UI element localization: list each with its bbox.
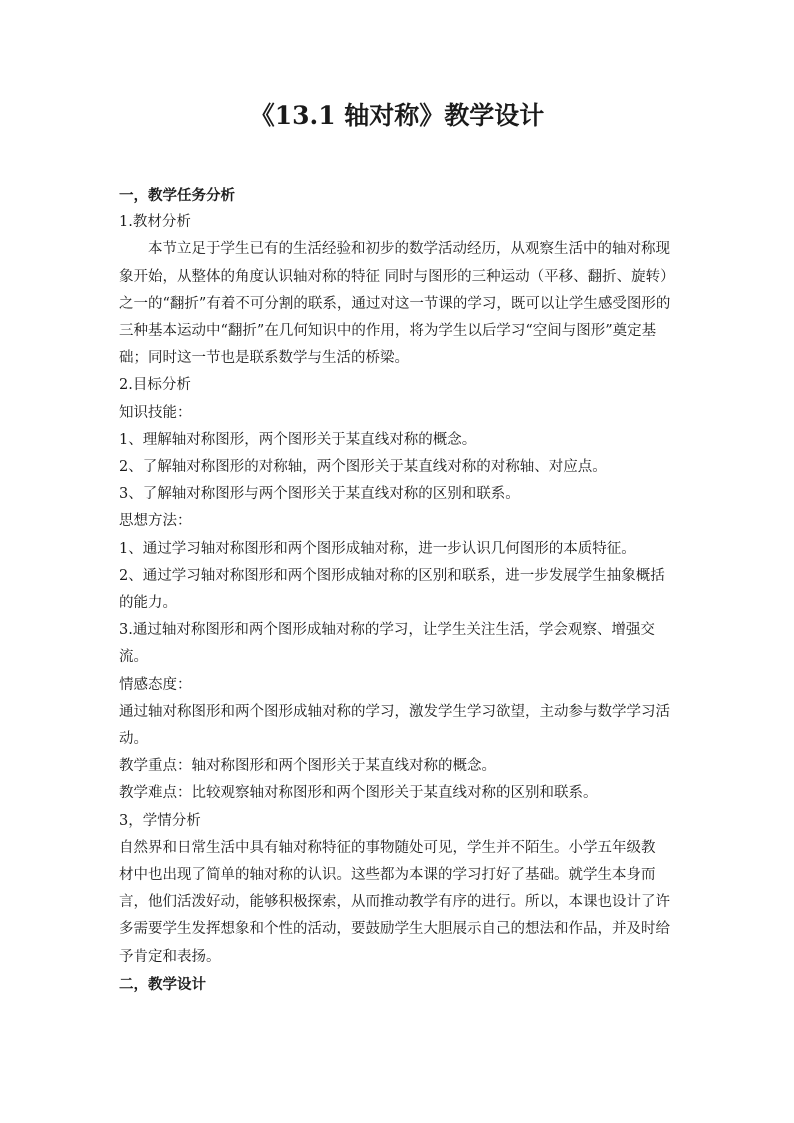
label-knowledge-skills: 知识技能： xyxy=(119,404,192,421)
label-thinking-methods: 思想方法： xyxy=(119,513,192,530)
list-item: 1、理解轴对称图形，两个图形关于某直线对称的概念。 xyxy=(119,431,477,448)
paragraph-student-analysis-1: 自然界和日常生活中具有轴对称特征的事物随处可见，学生并不陌生。小学五年级教 xyxy=(119,839,656,856)
label-emotional-attitude: 情感态度： xyxy=(119,676,192,693)
list-item: 2、通过学习轴对称图形和两个图形成轴对称的区别和联系，进一步发展学生抽象概括的能力。 xyxy=(119,567,665,612)
document-title: 《13.1 轴对称》教学设计 xyxy=(249,101,545,130)
teaching-key-point: 教学重点：轴对称图形和两个图形关于某直线对称的概念。 xyxy=(119,758,496,775)
list-item: 3.通过轴对称图形和两个图形成轴对称的学习，让学生关注生活，学会观察、增强交流。 xyxy=(119,622,655,666)
list-item: 2、了解轴对称图形的对称轴，两个图形关于某直线对称的对称轴、对应点。 xyxy=(119,459,607,476)
section-heading-teaching-design: 二，教学设计 xyxy=(119,975,206,993)
subheading-goal-analysis: 2.目标分析 xyxy=(119,377,191,394)
document-body xyxy=(119,182,677,998)
paragraph-student-analysis-2: 材中也出现了简单的轴对称的认识。这些都为本课的学习打好了基础。就学生本身而言，他们活泼好动，能够积极探索，从而推动教学有序的进行。所以，本课也设计了许多需要学生发挥想象和个性的活动，要鼓励学生大胆展示自己的想法和作品，并及时给予肯定和表扬。 xyxy=(119,867,670,965)
paragraph-textbook-analysis: 本节立足于学生已有的生活经验和初步的数学活动经历，从观察生活中的轴对称现象开始，从整体的角度认识轴对称的特征 同时与图形的三种运动（平移、翻折、旋转）之一的“翻折”有着不可分割的联系，通过对这一节课的学习，既可以让学生感受图形的三种基本运动中“翻折”在几何知识中的作用，将为学生以后学习“空间与图形”奠定基础；同时这一节也是联系数学与生活的桥梁。 xyxy=(119,241,675,367)
subheading-textbook-analysis: 1.教材分析 xyxy=(119,214,191,231)
teaching-difficulty: 教学难点：比较观察轴对称图形和两个图形关于某直线对称的区别和联系。 xyxy=(119,785,598,802)
section-heading-task-analysis: 一，教学任务分析 xyxy=(119,187,235,204)
paragraph-emotional-attitude: 通过轴对称图形和两个图形成轴对称的学习，激发学生学习欲望，主动参与数学学习活动。 xyxy=(119,703,670,748)
list-item: 1、通过学习轴对称图形和两个图形成轴对称，进一步认识几何图形的本质特征。 xyxy=(119,540,636,557)
list-item: 3、了解轴对称图形与两个图形关于某直线对称的区别和联系。 xyxy=(119,486,520,503)
subheading-student-analysis: 3，学情分析 xyxy=(119,812,201,829)
